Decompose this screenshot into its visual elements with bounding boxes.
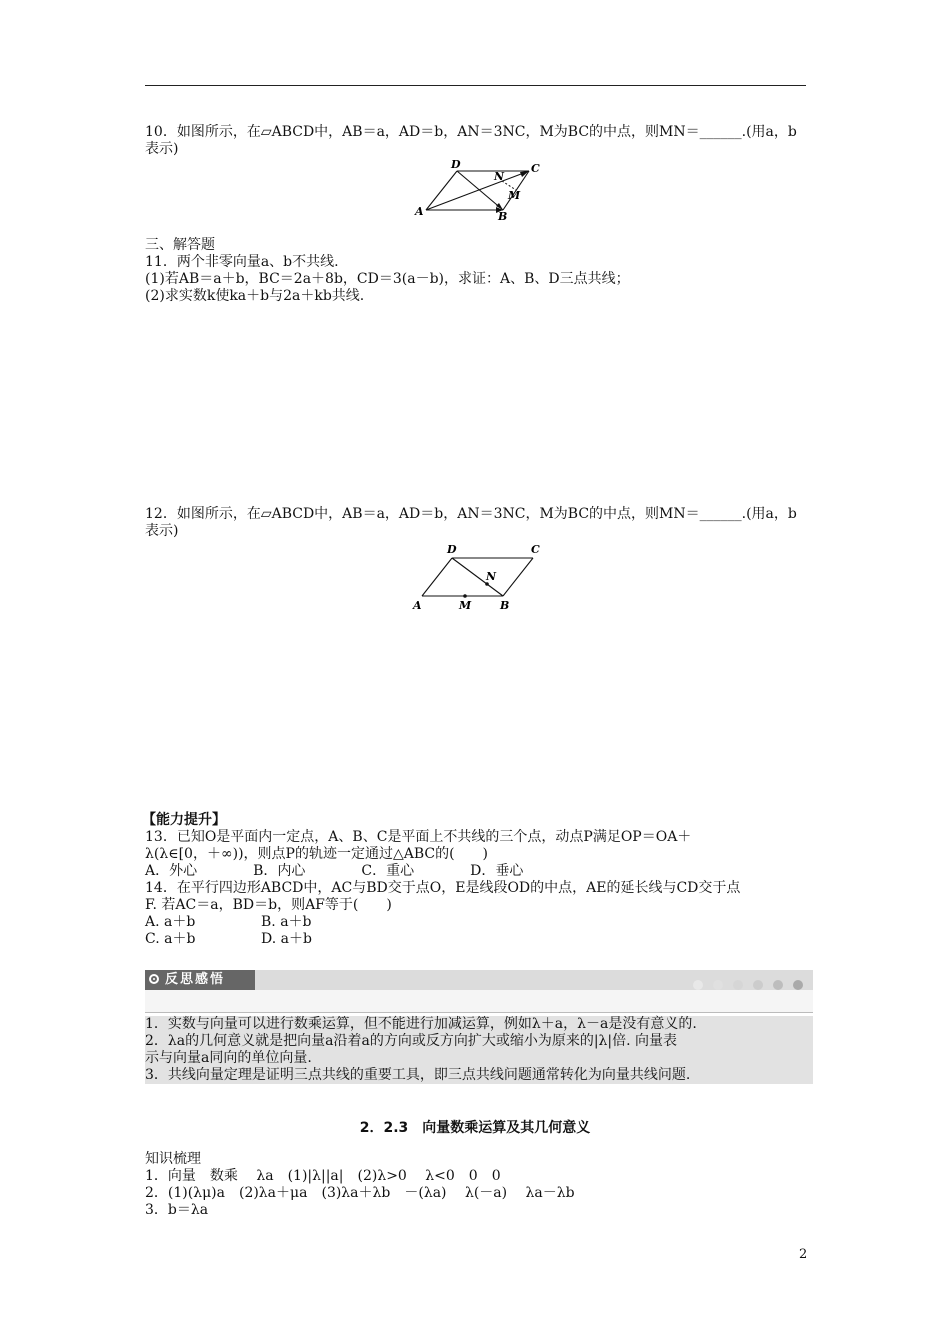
answer-section — [145, 1151, 810, 1219]
answer-heading: 知识梳理 — [145, 1151, 201, 1167]
problem-12 — [145, 506, 810, 540]
problem-10 — [145, 124, 810, 158]
fig10-label-m: M — [508, 189, 521, 202]
banner-dot-icon — [693, 980, 703, 990]
fig10-label-a: A — [415, 205, 424, 218]
fig12-label-a: A — [413, 599, 422, 612]
problem-14-options-ab — [145, 914, 810, 931]
problem-11-line-1: 11．两个非零向量a、b不共线. — [145, 254, 339, 270]
reflection-line-3: 示与向量a同向的单位向量. — [145, 1050, 312, 1066]
fig12-label-c: C — [531, 543, 540, 556]
problem-13-line-2: λ(λ∈[0，＋∞))，则点P的轨迹一定通过△ABC的( ) — [145, 846, 489, 862]
fig12-label-d: D — [447, 543, 457, 556]
problem-14-option-d: D. a＋b — [261, 931, 312, 947]
problem-14-options-cd — [145, 931, 810, 948]
problem-10-line-1: 10．如图所示，在▱ABCD中，AB＝a，AD＝b，AN＝3NC，M为BC的中点，则MN＝______.(用a，b — [145, 124, 797, 140]
section-3-heading: 三、解答题 — [145, 237, 215, 253]
reflection-tag-label: 反思感悟 — [165, 972, 226, 987]
section-3 — [145, 237, 810, 305]
reflection-line-4: 3．共线向量定理是证明三点共线的重要工具，即三点共线问题通常转化为向量共线问题. — [145, 1067, 691, 1083]
fig12-label-m: M — [459, 599, 472, 612]
fig12-label-n: N — [486, 570, 497, 583]
ability-heading: 【能力提升】 — [142, 812, 226, 828]
problem-14-line-2: F. 若AC＝a，BD＝b，则AF等于( ) — [145, 897, 392, 913]
answer-line-1: 1．向量 数乘 λa (1)|λ||a| (2)λ>0 λ<0 0 0 — [145, 1168, 501, 1184]
problem-11-line-2: (1)若AB＝a＋b，BC＝2a＋8b，CD＝3(a－b)，求证：A、B、D三点共线； — [145, 271, 630, 287]
reflection-content — [145, 1016, 813, 1084]
fig10-label-c: C — [531, 162, 540, 175]
header-rule — [145, 85, 806, 86]
banner-dot-icon — [733, 980, 743, 990]
fig12-label-b: B — [500, 599, 510, 612]
answer-line-3: 3．b＝λa — [145, 1202, 209, 1218]
problem-13-line-1: 13．已知O是平面内一定点，A、B、C是平面上不共线的三个点，动点P满足OP＝OA＋ — [145, 829, 692, 845]
reflection-line-1: 1．实数与向量可以进行数乘运算，但不能进行加减运算，例如λ＋a，λ－a是没有意义的. — [145, 1016, 697, 1032]
problem-13-options: A．外心 B．内心 C．重心 D．垂心 — [145, 863, 524, 879]
reflection-tag — [145, 970, 255, 990]
reflection-banner — [145, 970, 813, 990]
answer-line-2: 2．(1)(λμ)a (2)λa＋μa (3)λa＋λb －(λa) λ(－a) λa－λb — [145, 1185, 575, 1201]
reflection-line-2: 2．λa的几何意义就是把向量a沿着a的方向或反方向扩大或缩小为原来的|λ|倍. 向量表 — [145, 1033, 678, 1049]
problem-14-option-b: B. a＋b — [261, 914, 312, 930]
fig10-label-d: D — [451, 158, 461, 171]
banner-dot-icon — [773, 980, 783, 990]
ability-section — [142, 812, 810, 948]
banner-dot-icon — [753, 980, 763, 990]
problem-14-option-c: C. a＋b — [145, 931, 196, 947]
parallelogram-figure-10 — [410, 158, 545, 224]
problem-10-line-2: 表示) — [145, 141, 179, 157]
fig10-label-n: N — [494, 170, 505, 183]
banner-dot-icon — [793, 980, 803, 990]
answer-section-title: 2．2.3 向量数乘运算及其几何意义 — [359, 1120, 591, 1136]
fig10-label-b: B — [498, 210, 508, 220]
reflection-spacer — [145, 990, 813, 1013]
parallelogram-figure-12 — [408, 540, 553, 616]
problem-12-line-1: 12．如图所示，在▱ABCD中，AB＝a，AD＝b，AN＝3NC，M为BC的中点，则MN＝______.(用a，b — [145, 506, 797, 522]
problem-11-line-3: (2)求实数k使ka＋b与2a＋kb共线. — [145, 288, 365, 304]
page-number: 2 — [799, 1247, 808, 1262]
target-icon — [149, 974, 159, 984]
problem-14-option-a: A. a＋b — [145, 914, 196, 930]
banner-dot-icon — [713, 980, 723, 990]
problem-14-line-1: 14．在平行四边形ABCD中，AC与BD交于点O，E是线段OD的中点，AE的延长线与CD交于点 — [145, 880, 741, 896]
problem-12-line-2: 表示) — [145, 523, 179, 539]
